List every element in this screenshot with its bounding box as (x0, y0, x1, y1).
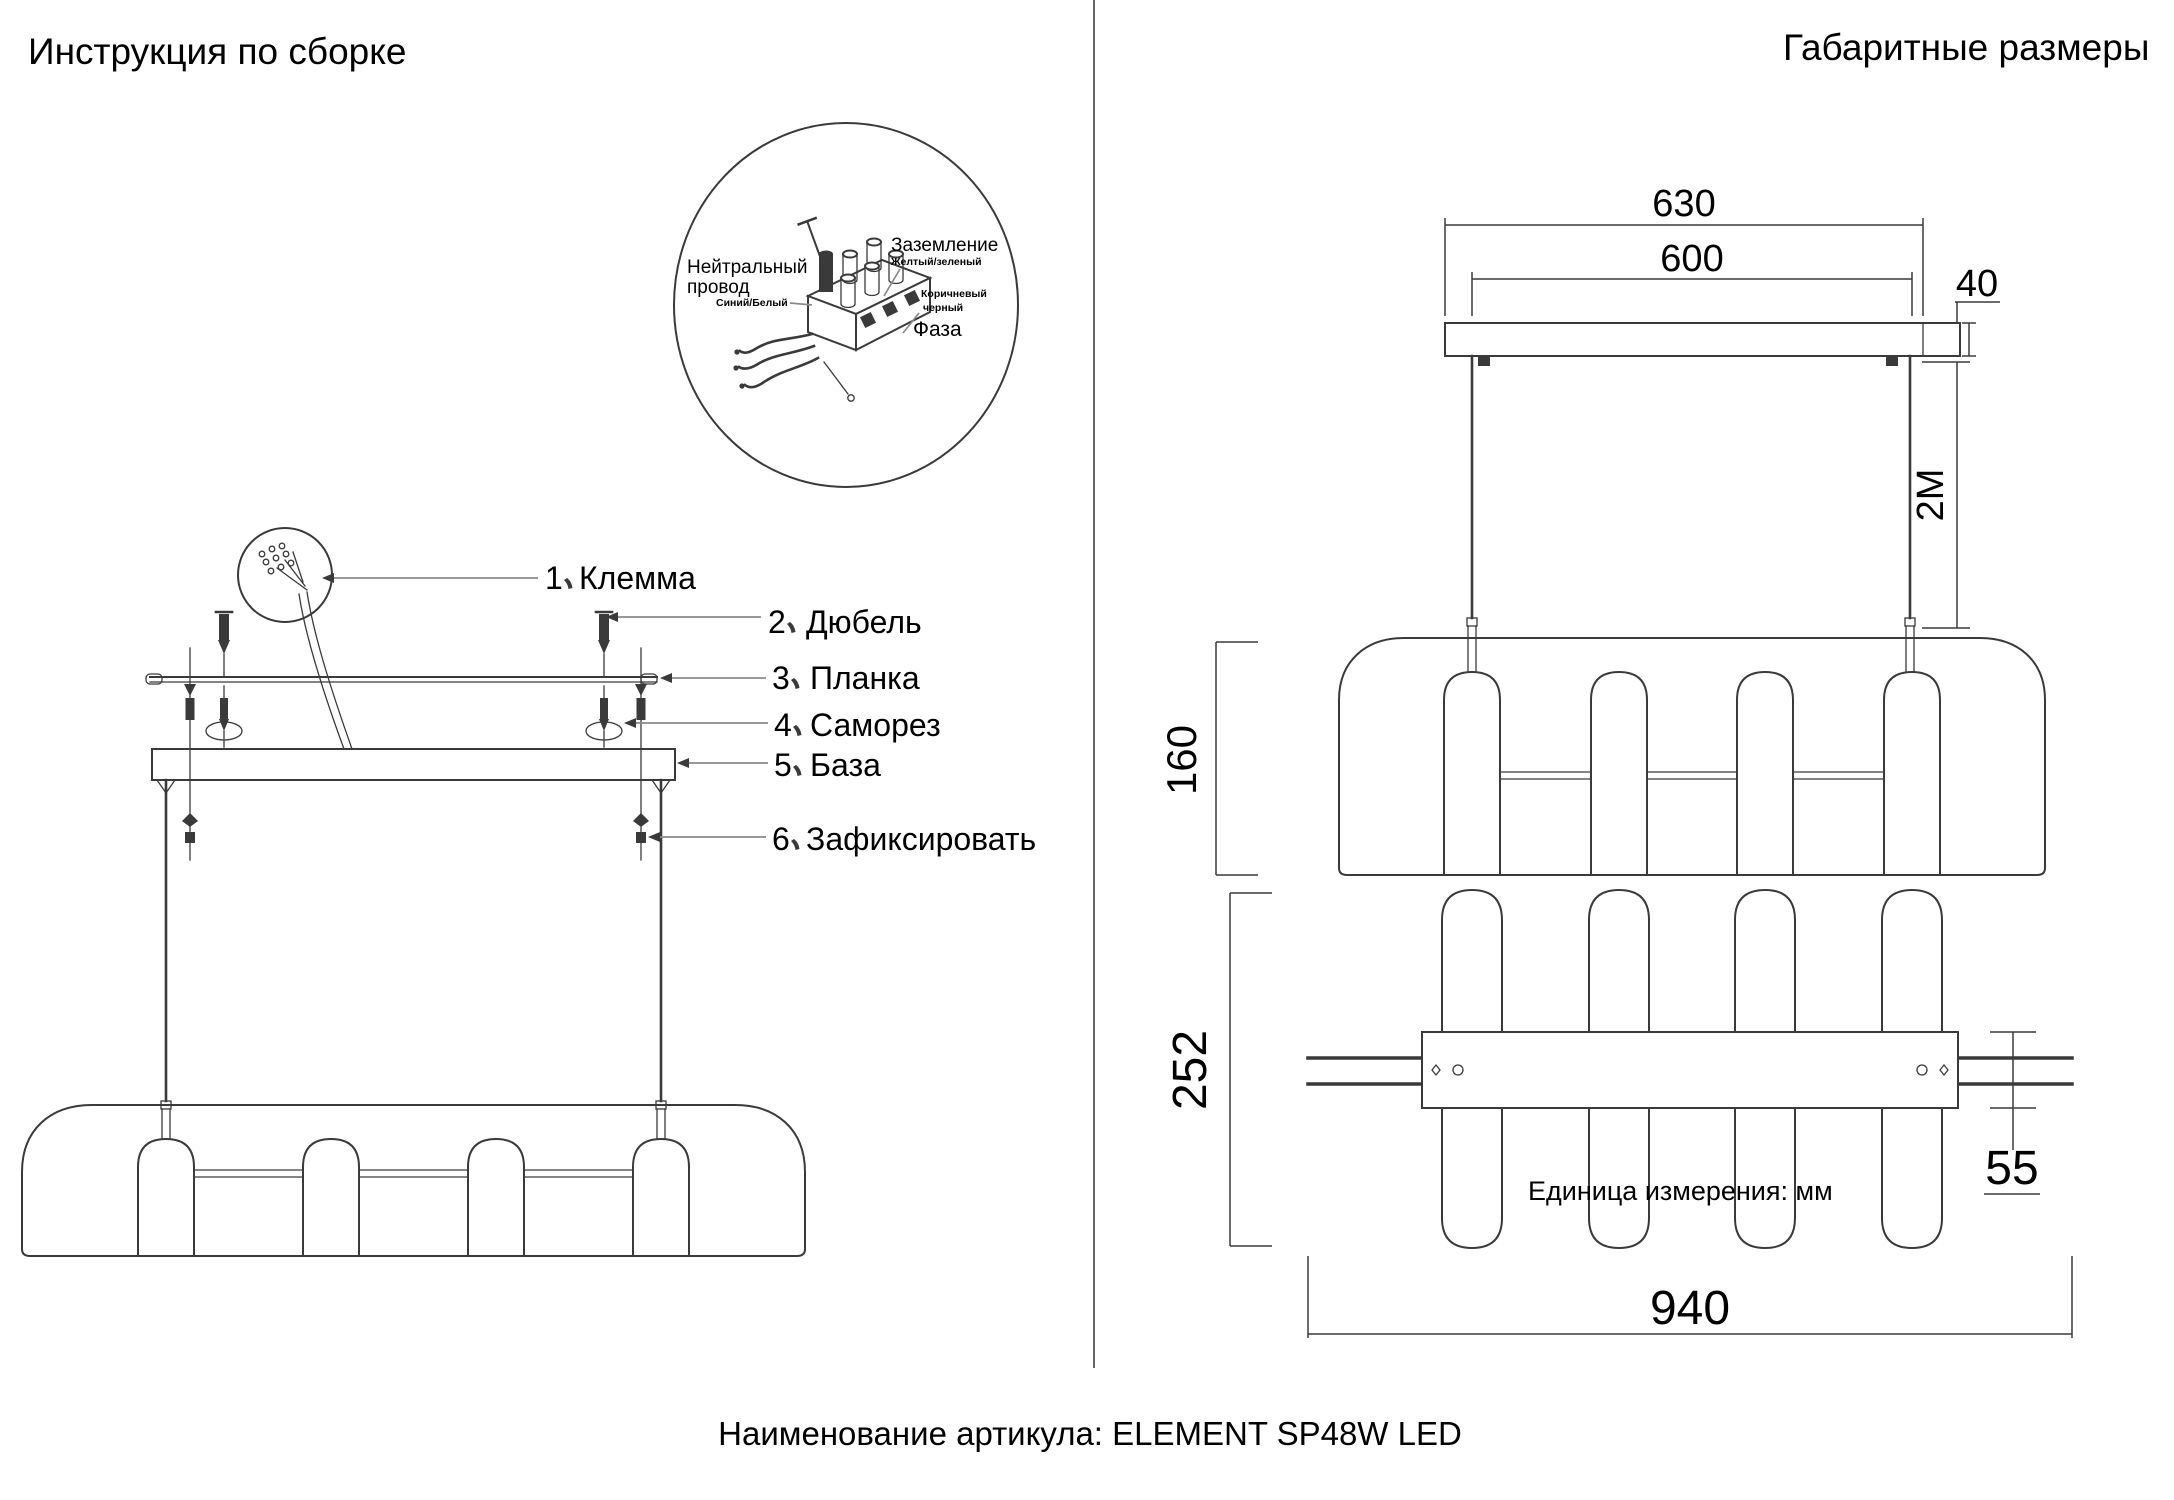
leader-arrow (677, 758, 689, 768)
leader-arrow (322, 573, 334, 583)
lamp-shade-arch (1444, 672, 1500, 875)
leader-arrow (660, 673, 672, 683)
part-label-6 (648, 821, 1036, 857)
dim-600 (1472, 238, 1912, 316)
lamp-shade-arch (303, 1139, 359, 1256)
strip-screw-left (184, 648, 196, 860)
assembly-instruction-panel (22, 31, 1036, 1256)
wire-mount-left (1478, 356, 1490, 366)
number-separator (791, 678, 800, 689)
base-canopy (152, 749, 675, 780)
part-label-1 (322, 560, 696, 596)
svg-text:2: 2 (768, 604, 786, 640)
wiring-detail-circle (674, 123, 1018, 487)
dim-2m (1910, 362, 1970, 628)
svg-text:Зафиксировать: Зафиксировать (806, 821, 1037, 857)
neutral-wire-label: Нейтральный (687, 257, 808, 278)
svg-text:Саморез: Саморез (810, 707, 941, 743)
klemma-detail-circle (238, 528, 352, 749)
right-panel-title: Габаритные размеры (1783, 27, 2150, 68)
ground-wire-colors: Желтый/зеленый (891, 256, 982, 268)
dim-252 (1164, 893, 1272, 1246)
leader-arrow (648, 832, 660, 842)
leader-arrow (624, 718, 636, 728)
phase-wire-color-1: Коричневый (921, 288, 987, 300)
left-panel-title: Инструкция по сборке (28, 31, 407, 72)
part-label-2 (606, 604, 922, 640)
lamp-shade-arch (1591, 672, 1647, 875)
part-label-3 (660, 660, 920, 696)
article-title: Наименование артикула: ELEMENT SP48W LED (718, 1415, 1462, 1452)
units-note: Единица измерения: мм (1528, 1176, 1833, 1206)
lamp-body-outline (22, 1105, 805, 1256)
ground-wire-label: Заземление (891, 235, 999, 256)
svg-text:1: 1 (545, 560, 563, 596)
dimensions-panel (1158, 27, 2149, 1338)
front-view (1339, 323, 2045, 875)
svg-text:630: 630 (1652, 183, 1716, 225)
number-separator (791, 839, 800, 850)
wire-mount-right (1886, 356, 1898, 366)
svg-text:Планка: Планка (810, 660, 920, 696)
svg-text:6: 6 (772, 821, 790, 857)
supply-wires (733, 334, 854, 401)
wire-bundle-icon (259, 543, 307, 590)
dim-40 (1955, 263, 2000, 356)
part-label-4 (624, 707, 941, 743)
svg-text:252: 252 (1164, 1029, 1217, 1111)
svg-text:4: 4 (774, 707, 792, 743)
lamp-shade-arch (1884, 672, 1940, 875)
lamp-shade-arch (1737, 672, 1793, 875)
svg-text:160: 160 (1158, 724, 1205, 796)
number-separator (793, 765, 802, 776)
assembly-drawing (22, 612, 805, 1256)
lamp-shade-arch (468, 1139, 524, 1256)
dowel-icon-right (596, 612, 612, 676)
mains-cable-line-2 (307, 592, 352, 749)
svg-text:2M: 2M (1910, 468, 1952, 522)
dowel-icon-left (216, 612, 232, 676)
svg-text:5: 5 (774, 747, 792, 783)
number-separator (793, 725, 802, 736)
led-bar-lines (1500, 772, 1884, 779)
number-separator (787, 622, 796, 633)
neutral-wire-colors: Синий/Белый (716, 297, 788, 309)
svg-text:Клемма: Клемма (579, 560, 696, 596)
dim-160 (1158, 642, 1258, 875)
neutral-wire-label-2: провод (687, 277, 750, 298)
number-separator (564, 578, 573, 589)
svg-text:55: 55 (1985, 1142, 2039, 1195)
svg-text:940: 940 (1649, 1282, 1731, 1335)
dim-940 (1308, 1256, 2072, 1338)
svg-text:40: 40 (1955, 263, 1999, 305)
lamp-shade-arch (633, 1139, 689, 1256)
strip-screw-right (635, 648, 647, 860)
screw-icon-left (206, 686, 242, 747)
phase-label: Фаза (913, 318, 962, 341)
phase-wire-color-2: черный (923, 302, 964, 314)
part-label-5 (677, 747, 881, 783)
ceiling-canopy (1445, 323, 1960, 356)
svg-text:3: 3 (772, 660, 790, 696)
svg-text:600: 600 (1660, 238, 1724, 280)
wire-entries (161, 1101, 666, 1139)
center-bar (1422, 1032, 1958, 1108)
lamp-shade-arch (138, 1139, 194, 1256)
screw-icon-right (586, 686, 622, 747)
svg-text:База: База (810, 747, 881, 783)
svg-text:Дюбель: Дюбель (806, 604, 922, 640)
led-bar-lines (194, 1170, 633, 1177)
